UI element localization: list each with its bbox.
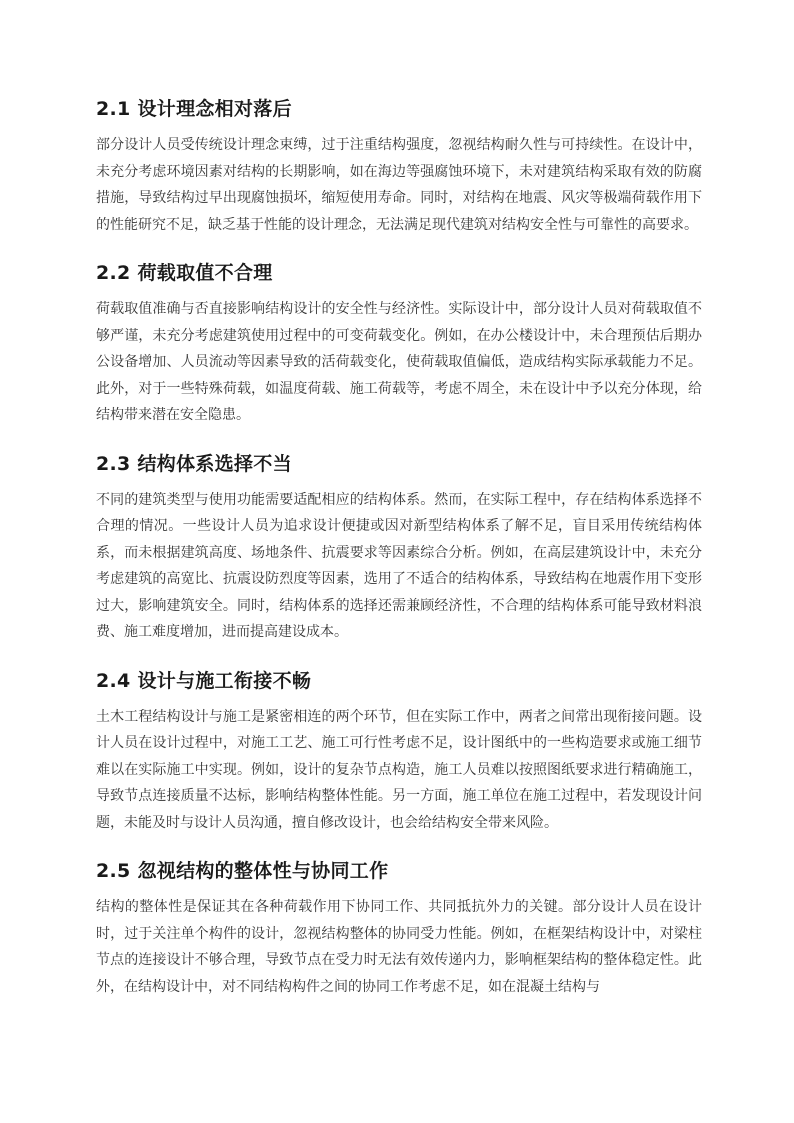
section-paragraph: 部分设计人员受传统设计理念束缚，过于注重结构强度，忽视结构耐久性与可持续性。在设计中，未充分考虑环境因素对结构的长期影响，如在海边等强腐蚀环境下，未对建筑结构采取有效的防腐措施，导致结构过早出现腐蚀损坏，缩短使用寿命。同时，对结构在地震、风灾等极端荷载作用下的性能研究不足，缺乏基于性能的设计理念，无法满足现代建筑对结构安全性与可靠性的高要求。: [96, 137, 702, 233]
section-paragraph: 荷载取值准确与否直接影响结构设计的安全性与经济性。实际设计中，部分设计人员对荷载取值不够严谨，未充分考虑建筑使用过程中的可变荷载变化。例如，在办公楼设计中，未合理预估后期办公设备增加、人员流动等因素导致的活荷载变化，使荷载取值偏低，造成结构实际承载能力不足。此外，对于一些特殊荷载，如温度荷载、施工荷载等，考虑不周全，未在设计中予以充分体现，给结构带来潜在安全隐患。: [96, 301, 702, 423]
section-paragraph: 土木工程结构设计与施工是紧密相连的两个环节，但在实际工作中，两者之间常出现衔接问题。设计人员在设计过程中，对施工工艺、施工可行性考虑不足，设计图纸中的一些构造要求或施工细节难以在实际施工中实现。例如，设计的复杂节点构造，施工人员难以按照图纸要求进行精确施工，导致节点连接质量不达标，影响结构整体性能。另一方面，施工单位在施工过程中，若发现设计问题，未能及时与设计人员沟通，擅自修改设计，也会给结构安全带来风险。: [96, 708, 702, 831]
section-2-3: [96, 447, 702, 646]
section-2-2: [96, 256, 702, 429]
section-2-4: [96, 664, 702, 837]
section-2-1: [96, 92, 702, 238]
section-paragraph: 结构的整体性是保证其在各种荷载作用下协同工作、共同抵抗外力的关键。部分设计人员在设计时，过于关注单个构件的设计，忽视结构整体的协同受力性能。例如，在框架结构设计中，对梁柱节点的连接设计不够合理，导致节点在受力时无法有效传递内力，影响框架结构的整体稳定性。此外，在结构设计中，对不同结构构件之间的协同工作考虑不足，如在混凝土结构与: [96, 899, 702, 995]
section-paragraph: 不同的建筑类型与使用功能需要适配相应的结构体系。然而，在实际工程中，存在结构体系选择不合理的情况。一些设计人员为追求设计便捷或因对新型结构体系了解不足，盲目采用传统结构体系，而未根据建筑高度、场地条件、抗震要求等因素综合分析。例如，在高层建筑设计中，未充分考虑建筑的高宽比、抗震设防烈度等因素，选用了不适合的结构体系，导致结构在地震作用下变形过大，影响建筑安全。同时，结构体系的选择还需兼顾经济性，不合理的结构体系可能导致材料浪费、施工难度增加，进而提高建设成本。: [96, 491, 702, 640]
section-heading: 2.4 设计与施工衔接不畅: [96, 669, 312, 692]
section-heading: 2.5 忽视结构的整体性与协同工作: [96, 860, 389, 882]
section-heading: 2.2 荷载取值不合理: [96, 262, 273, 284]
section-heading: 2.1 设计理念相对落后: [96, 98, 292, 120]
section-2-5: [96, 854, 702, 1000]
document-page: [96, 92, 702, 1000]
section-heading: 2.3 结构体系选择不当: [96, 452, 292, 475]
